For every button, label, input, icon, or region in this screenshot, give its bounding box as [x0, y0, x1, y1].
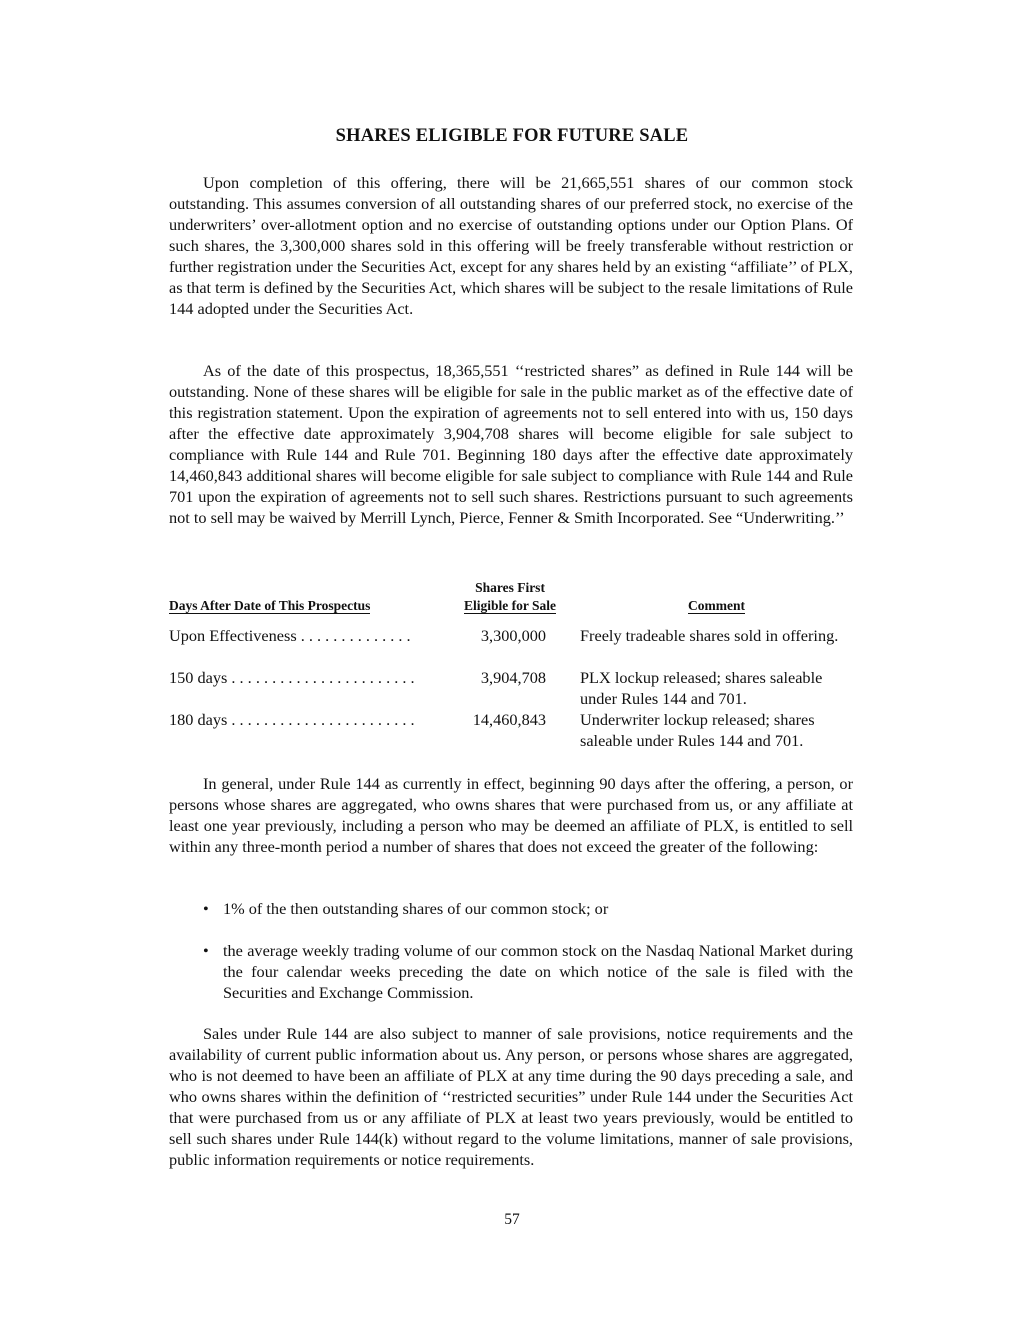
paragraph-text: Upon completion of this offering, there will be 21,665,551 shares of our common stock outstanding. This assumes conversion of all outstanding shares of our preferred stock, no exercise of the underwriters’ over-allotment option and no exercise of outstanding options under our Option Plans. Of such shares, the 3,300,000 shares sold in this offering will be freely transferable without restriction or further registration under the Securities Act, except for any shares held by an existing “affiliate’’ of PLX, as that term is defined by the Securities Act, which shares will be subject to the resale limitations of Rule 144 adopted under the Securities Act. — [169, 173, 853, 318]
paragraph-text: As of the date of this prospectus, 18,365,551 ‘‘restricted shares” as defined in Rule 144 will be outstanding. None of these shares will be eligible for sale in the public market as of the effective date of this registration statement. Upon the expiration of agreements not to sell entered into with us, 150 days after the effective date approximately 3,904,708 shares will become eligible for sale subject to compliance with Rule 144 and Rule 701. Beginning 180 days after the effective date approximately 14,460,843 additional shares will become eligible for sale subject to compliance with Rule 144 and Rule 701 upon the expiration of agreements not to sell such shares. Restrictions pursuant to such agreements not to sell may be waived by Merrill Lynch, Pierce, Fenner & Smith Incorporated. See “Underwriting.’’ — [169, 361, 853, 527]
table-cell-comment: Underwriter lockup released; shares saleable under Rules 144 and 701. — [580, 710, 815, 750]
table-header-days: Days After Date of This Prospectus — [169, 598, 371, 613]
table-cell-comment: PLX lockup released; shares saleable under Rules 144 and 701. — [580, 668, 823, 708]
table-header-shares: Shares First Eligible for Sale — [463, 580, 556, 613]
list-item-text: 1% of the then outstanding shares of our common stock; or — [223, 899, 609, 918]
list-item-text: the average weekly trading volume of our common stock on the Nasdaq National Market during the four calendar weeks preceding the date on which notice of the sale is filed with the Securities and Exchange Commission. — [223, 941, 853, 1002]
table-cell-shares: 3,300,000 — [480, 626, 546, 645]
page-number: 57 — [504, 1211, 520, 1228]
table-header-comment: Comment — [688, 598, 745, 613]
table-cell-days: 180 days . . . . . . . . . . . . . . . . . . . . . . . — [169, 710, 415, 729]
table-cell-comment: Freely tradeable shares sold in offering. — [580, 626, 839, 645]
paragraph-sale-provisions — [169, 1023, 853, 1170]
table-cell-days: Upon Effectiveness . . . . . . . . . . . . . . — [169, 626, 411, 645]
section-title: SHARES ELIGIBLE FOR FUTURE SALE — [335, 126, 689, 146]
paragraph-rule-144 — [169, 773, 853, 857]
table-cell-shares: 14,460,843 — [472, 710, 546, 729]
paragraph-text: Sales under Rule 144 are also subject to manner of sale provisions, notice requirements and the availability of current public information about us. Any person, or persons whose shares are aggregated, who is not deemed to have been an affiliate of PLX at any time during the 90 days preceding a sale, and who owns shares within the definition of ‘‘restricted securities” under Rule 144 under the Securities Act that were purchased from us or any affiliate of PLX at least two years previously, would be entitled to sell such shares under Rule 144(k) without regard to the volume limitations, manner of sale provisions, public information requirements or notice requirements. — [169, 1024, 853, 1169]
paragraph-text: In general, under Rule 144 as currently in effect, beginning 90 days after the offering, a person, or persons whose shares are aggregated, who owns shares that were purchased from us, or any affiliate at least one year previously, including a person who may be deemed an affiliate of PLX, is entitled to sell within any three-month period a number of shares that does not exceed the greater of the following: — [169, 774, 853, 856]
bullet-icon: • — [203, 941, 209, 960]
table-cell-days: 150 days . . . . . . . . . . . . . . . . . . . . . . . — [169, 668, 415, 687]
table-cell-shares: 3,904,708 — [480, 668, 546, 687]
bullet-icon: • — [203, 899, 209, 918]
paragraph-outstanding-shares — [169, 172, 853, 319]
paragraph-restricted-shares — [169, 360, 853, 528]
